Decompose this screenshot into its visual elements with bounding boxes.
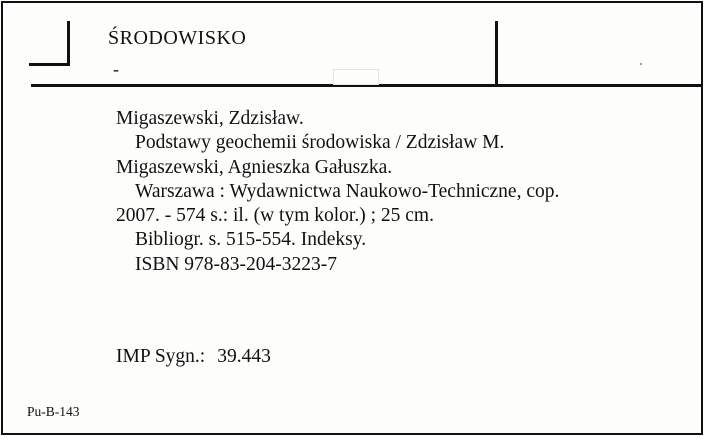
catalog-card <box>1 1 703 435</box>
header-divider-vertical <box>495 21 498 85</box>
corner-bracket-vertical <box>67 21 70 65</box>
subject-dash: - <box>113 59 119 79</box>
paper-speck <box>640 63 642 65</box>
call-number-label: IMP Sygn.: <box>116 346 206 367</box>
call-number <box>116 346 271 368</box>
call-number-value: 39.443 <box>217 346 271 367</box>
faint-stamp-mark <box>333 69 379 85</box>
publisher-line-2: 2007. - 574 s.: il. (w tym kolor.) ; 25 cm. <box>116 205 434 227</box>
isbn-line: ISBN 978-83-204-3223-7 <box>135 253 338 275</box>
corner-bracket-horizontal <box>29 63 70 66</box>
subject-heading: ŚRODOWISKO <box>108 27 247 49</box>
notes-line: Bibliogr. s. 515-554. Indeksy. <box>135 229 367 251</box>
title-line-2: Migaszewski, Agnieszka Gałuszka. <box>116 156 393 178</box>
author-line: Migaszewski, Zdzisław. <box>116 108 304 129</box>
publisher-line-1: Warszawa : Wydawnictwa Naukowo-Techniczne, cop. <box>135 180 560 202</box>
card-code: Pu-B-143 <box>27 404 80 419</box>
bibliographic-entry <box>116 107 696 277</box>
title-line-1: Podstawy geochemii środowiska / Zdzisław M. <box>135 132 505 154</box>
